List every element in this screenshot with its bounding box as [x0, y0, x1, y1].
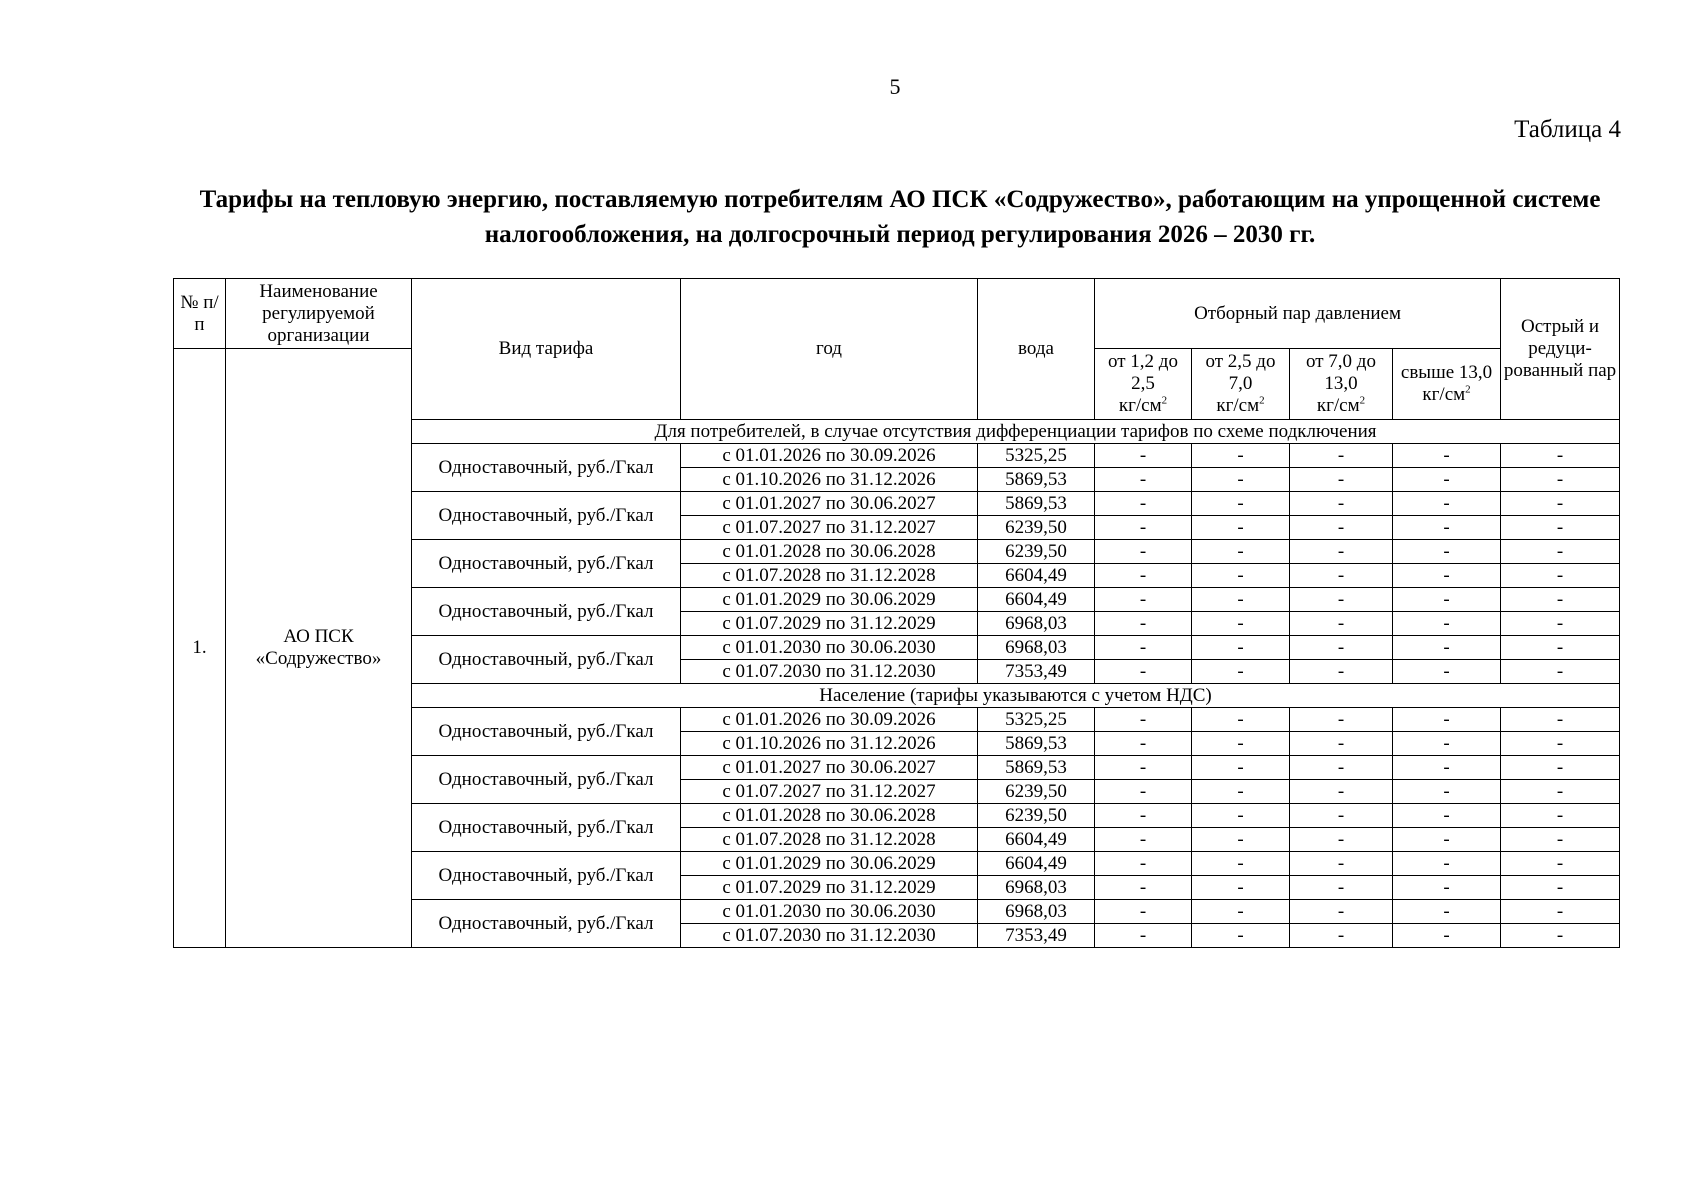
steam-1-cell: -: [1095, 492, 1192, 516]
steam-1-cell: -: [1095, 852, 1192, 876]
steam-2-cell: -: [1192, 828, 1290, 852]
steam-1-cell: -: [1095, 444, 1192, 468]
steam-2-cell: -: [1192, 564, 1290, 588]
header-steam-4: свыше 13,0 $кг/см^2$: [1393, 349, 1501, 420]
header-sharp-steam: Острый и редуци-рованный пар: [1501, 279, 1620, 420]
steam-1-cell: -: [1095, 636, 1192, 660]
tariff-type: Одноставочный, руб./Гкал: [412, 444, 681, 492]
water-cell: 6604,49: [978, 588, 1095, 612]
period-cell: с 01.01.2027 по 30.06.2027: [681, 492, 978, 516]
period-cell: с 01.07.2030 по 31.12.2030: [681, 660, 978, 684]
steam-2-cell: -: [1192, 780, 1290, 804]
steam-2-cell: -: [1192, 636, 1290, 660]
water-cell: 6239,50: [978, 780, 1095, 804]
steam-3-cell: -: [1290, 516, 1393, 540]
steam-4-cell: -: [1393, 804, 1501, 828]
steam-4-cell: -: [1393, 444, 1501, 468]
period-cell: с 01.01.2026 по 30.09.2026: [681, 444, 978, 468]
period-cell: с 01.01.2029 по 30.06.2029: [681, 852, 978, 876]
steam-4-cell: -: [1393, 540, 1501, 564]
steam-1-cell: -: [1095, 780, 1192, 804]
water-cell: 6968,03: [978, 612, 1095, 636]
steam-4-cell: -: [1393, 780, 1501, 804]
tariff-type: Одноставочный, руб./Гкал: [412, 588, 681, 636]
water-cell: 7353,49: [978, 924, 1095, 948]
steam-1-cell: -: [1095, 900, 1192, 924]
header-org: Наименование регулируемой организации: [226, 279, 412, 349]
steam-1-cell: -: [1095, 876, 1192, 900]
steam-3-cell: -: [1290, 492, 1393, 516]
header-num: № п/п: [174, 279, 226, 349]
water-cell: 6239,50: [978, 540, 1095, 564]
steam-3-cell: -: [1290, 444, 1393, 468]
sharp-steam-cell: -: [1501, 780, 1620, 804]
sharp-steam-cell: -: [1501, 516, 1620, 540]
steam-4-cell: -: [1393, 492, 1501, 516]
water-cell: 5869,53: [978, 732, 1095, 756]
steam-4-cell: -: [1393, 852, 1501, 876]
header-tariff-type: Вид тарифа: [412, 279, 681, 420]
tariff-table: [173, 278, 1620, 948]
org-number: [174, 349, 226, 948]
steam-4-cell: -: [1393, 828, 1501, 852]
steam-1-cell: -: [1095, 468, 1192, 492]
tariff-type: Одноставочный, руб./Гкал: [412, 756, 681, 804]
steam-3-cell: -: [1290, 660, 1393, 684]
sharp-steam-cell: -: [1501, 444, 1620, 468]
water-cell: 7353,49: [978, 660, 1095, 684]
steam-1-cell: -: [1095, 540, 1192, 564]
org-number-text: 1.: [192, 637, 207, 658]
tariff-type: Одноставочный, руб./Гкал: [412, 900, 681, 948]
water-cell: 6604,49: [978, 852, 1095, 876]
steam-4-cell: -: [1393, 756, 1501, 780]
steam-3-cell: -: [1290, 804, 1393, 828]
steam-1-cell: -: [1095, 516, 1192, 540]
steam-2-cell: -: [1192, 444, 1290, 468]
period-cell: с 01.01.2026 по 30.09.2026: [681, 708, 978, 732]
sharp-steam-cell: -: [1501, 660, 1620, 684]
sharp-steam-cell: -: [1501, 852, 1620, 876]
steam-4-cell: -: [1393, 612, 1501, 636]
period-cell: с 01.01.2029 по 30.06.2029: [681, 588, 978, 612]
steam-2-cell: -: [1192, 708, 1290, 732]
steam-3-cell: -: [1290, 924, 1393, 948]
steam-4-cell: -: [1393, 732, 1501, 756]
water-cell: 6968,03: [978, 876, 1095, 900]
steam-1-cell: -: [1095, 804, 1192, 828]
header-year: год: [681, 279, 978, 420]
steam-4-cell: -: [1393, 876, 1501, 900]
period-cell: с 01.01.2028 по 30.06.2028: [681, 804, 978, 828]
sharp-steam-cell: -: [1501, 924, 1620, 948]
table-caption: Таблица 4: [1514, 116, 1621, 143]
steam-3-cell: -: [1290, 828, 1393, 852]
period-cell: с 01.01.2030 по 30.06.2030: [681, 636, 978, 660]
tariff-type: Одноставочный, руб./Гкал: [412, 852, 681, 900]
steam-2-cell: -: [1192, 540, 1290, 564]
period-cell: с 01.10.2026 по 31.12.2026: [681, 732, 978, 756]
water-cell: 6604,49: [978, 564, 1095, 588]
sharp-steam-cell: -: [1501, 564, 1620, 588]
water-cell: 5869,53: [978, 492, 1095, 516]
period-cell: с 01.07.2030 по 31.12.2030: [681, 924, 978, 948]
header-steam-2: от 2,5 до 7,0 $кг/см^2$: [1192, 349, 1290, 420]
steam-3-cell: -: [1290, 732, 1393, 756]
steam-4-cell: -: [1393, 900, 1501, 924]
period-cell: с 01.07.2027 по 31.12.2027: [681, 780, 978, 804]
water-cell: 6968,03: [978, 900, 1095, 924]
sharp-steam-cell: -: [1501, 828, 1620, 852]
sharp-steam-cell: -: [1501, 540, 1620, 564]
header-steam-1: от 1,2 до 2,5 $кг/см^2$: [1095, 349, 1192, 420]
steam-2-cell: -: [1192, 588, 1290, 612]
sharp-steam-cell: -: [1501, 708, 1620, 732]
water-cell: 6604,49: [978, 828, 1095, 852]
tariff-type: Одноставочный, руб./Гкал: [412, 708, 681, 756]
sharp-steam-cell: -: [1501, 900, 1620, 924]
tariff-type: Одноставочный, руб./Гкал: [412, 540, 681, 588]
steam-2-cell: -: [1192, 876, 1290, 900]
steam-2-cell: -: [1192, 804, 1290, 828]
org-name-text: АО ПСК «Содружество»: [255, 626, 382, 669]
period-cell: с 01.07.2027 по 31.12.2027: [681, 516, 978, 540]
water-cell: 5325,25: [978, 708, 1095, 732]
tariff-type: Одноставочный, руб./Гкал: [412, 804, 681, 852]
steam-1-cell: -: [1095, 732, 1192, 756]
steam-1-cell: -: [1095, 924, 1192, 948]
steam-3-cell: -: [1290, 756, 1393, 780]
tariff-type: Одноставочный, руб./Гкал: [412, 492, 681, 540]
steam-2-cell: -: [1192, 756, 1290, 780]
steam-1-cell: -: [1095, 564, 1192, 588]
header-water: вода: [978, 279, 1095, 420]
section-label: Для потребителей, в случае отсутствия дифференциации тарифов по схеме подключения: [412, 420, 1620, 444]
steam-1-cell: -: [1095, 828, 1192, 852]
steam-3-cell: -: [1290, 876, 1393, 900]
sharp-steam-cell: -: [1501, 876, 1620, 900]
steam-3-cell: -: [1290, 588, 1393, 612]
steam-1-cell: -: [1095, 588, 1192, 612]
page-number: 5: [889, 74, 901, 99]
sharp-steam-cell: -: [1501, 468, 1620, 492]
water-cell: 5325,25: [978, 444, 1095, 468]
period-cell: с 01.01.2027 по 30.06.2027: [681, 756, 978, 780]
steam-2-cell: -: [1192, 612, 1290, 636]
steam-1-cell: -: [1095, 612, 1192, 636]
steam-2-cell: -: [1192, 660, 1290, 684]
period-cell: с 01.01.2030 по 30.06.2030: [681, 900, 978, 924]
steam-3-cell: -: [1290, 468, 1393, 492]
sharp-steam-cell: -: [1501, 636, 1620, 660]
steam-2-cell: -: [1192, 516, 1290, 540]
steam-3-cell: -: [1290, 564, 1393, 588]
header-steam-group: Отборный пар давлением: [1095, 279, 1501, 349]
period-cell: с 01.07.2028 по 31.12.2028: [681, 564, 978, 588]
sharp-steam-cell: -: [1501, 492, 1620, 516]
steam-1-cell: -: [1095, 660, 1192, 684]
water-cell: 5869,53: [978, 468, 1095, 492]
tariff-type: Одноставочный, руб./Гкал: [412, 636, 681, 684]
sharp-steam-cell: -: [1501, 732, 1620, 756]
steam-4-cell: -: [1393, 516, 1501, 540]
steam-1-cell: -: [1095, 708, 1192, 732]
steam-4-cell: -: [1393, 468, 1501, 492]
steam-4-cell: -: [1393, 636, 1501, 660]
steam-3-cell: -: [1290, 900, 1393, 924]
water-cell: 6239,50: [978, 804, 1095, 828]
steam-4-cell: -: [1393, 660, 1501, 684]
steam-3-cell: -: [1290, 852, 1393, 876]
steam-4-cell: -: [1393, 708, 1501, 732]
steam-3-cell: -: [1290, 540, 1393, 564]
sharp-steam-cell: -: [1501, 804, 1620, 828]
section-label: Население (тарифы указываются с учетом НДС): [412, 684, 1620, 708]
steam-2-cell: -: [1192, 924, 1290, 948]
steam-4-cell: -: [1393, 924, 1501, 948]
steam-1-cell: -: [1095, 756, 1192, 780]
sharp-steam-cell: -: [1501, 756, 1620, 780]
steam-2-cell: -: [1192, 732, 1290, 756]
steam-4-cell: -: [1393, 564, 1501, 588]
water-cell: 6239,50: [978, 516, 1095, 540]
steam-3-cell: -: [1290, 780, 1393, 804]
steam-2-cell: -: [1192, 468, 1290, 492]
steam-3-cell: -: [1290, 636, 1393, 660]
steam-2-cell: -: [1192, 492, 1290, 516]
water-cell: 6968,03: [978, 636, 1095, 660]
document-title: Тарифы на тепловую энергию, поставляемую потребителям АО ПСК «Содружество», работающим на упрощенной системе налогообложения, на долгосрочный период регулирования 2026 – 2030 гг.: [199, 186, 1601, 248]
sharp-steam-cell: -: [1501, 588, 1620, 612]
steam-4-cell: -: [1393, 588, 1501, 612]
steam-2-cell: -: [1192, 900, 1290, 924]
period-cell: с 01.07.2029 по 31.12.2029: [681, 612, 978, 636]
water-cell: 5869,53: [978, 756, 1095, 780]
steam-3-cell: -: [1290, 708, 1393, 732]
steam-2-cell: -: [1192, 852, 1290, 876]
period-cell: с 01.10.2026 по 31.12.2026: [681, 468, 978, 492]
period-cell: с 01.07.2028 по 31.12.2028: [681, 828, 978, 852]
period-cell: с 01.07.2029 по 31.12.2029: [681, 876, 978, 900]
period-cell: с 01.01.2028 по 30.06.2028: [681, 540, 978, 564]
steam-3-cell: -: [1290, 612, 1393, 636]
org-name: [226, 349, 412, 948]
sharp-steam-cell: -: [1501, 612, 1620, 636]
header-steam-3: от 7,0 до 13,0 $кг/см^2$: [1290, 349, 1393, 420]
